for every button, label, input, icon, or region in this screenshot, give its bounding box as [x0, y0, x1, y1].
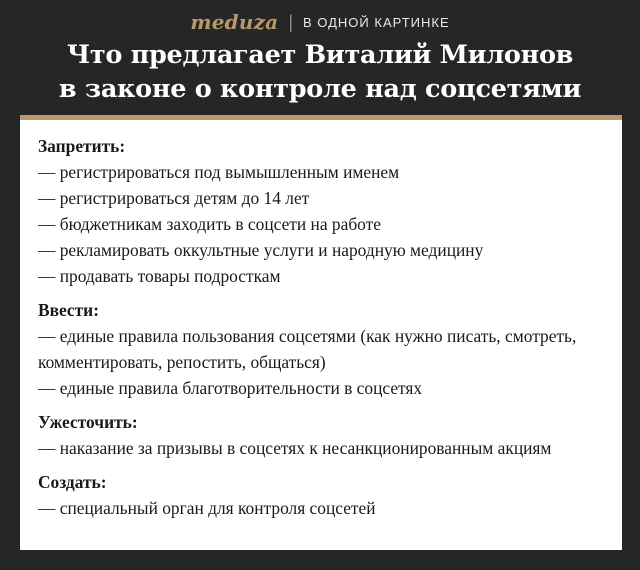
section-create [38, 469, 604, 521]
section-heading: Создать: [38, 472, 107, 492]
list-item: — продавать товары подросткам [38, 266, 281, 286]
section-heading: Ужесточить: [38, 412, 138, 432]
header [0, 10, 640, 34]
header-separator: | [288, 11, 293, 32]
page-title [0, 38, 640, 106]
meduza-logo[interactable]: meduza [190, 10, 279, 34]
list-item: — наказание за призывы в соцсетях к несанкционированным акциям [38, 438, 552, 458]
list-item: — бюджетникам заходить в соцсети на работе [38, 214, 381, 234]
list-item: — единые правила благотворительности в соцсетях [38, 378, 423, 398]
title-line-1: Что предлагает Виталий Милонов [66, 40, 574, 70]
title-line-2: в законе о контроле над соцсетями [58, 74, 582, 104]
list-item: — специальный орган для контроля соцсетей [38, 498, 376, 518]
list-item: — регистрироваться детям до 14 лет [38, 188, 310, 208]
section-heading: Запретить: [38, 136, 126, 156]
list-item: — рекламировать оккультные услуги и народную медицину [38, 240, 484, 260]
section-prohibit [38, 133, 604, 289]
list-item: — регистрироваться под вымышленным именем [38, 162, 400, 182]
section-tighten [38, 409, 604, 461]
list-item: — единые правила пользования соцсетями (как нужно писать, смотреть, комментировать, репостить, общаться) [38, 326, 577, 372]
content-card [20, 115, 622, 550]
section-introduce [38, 297, 604, 401]
section-heading: Ввести: [38, 300, 99, 320]
series-label: В ОДНОЙ КАРТИНКЕ [303, 14, 450, 30]
